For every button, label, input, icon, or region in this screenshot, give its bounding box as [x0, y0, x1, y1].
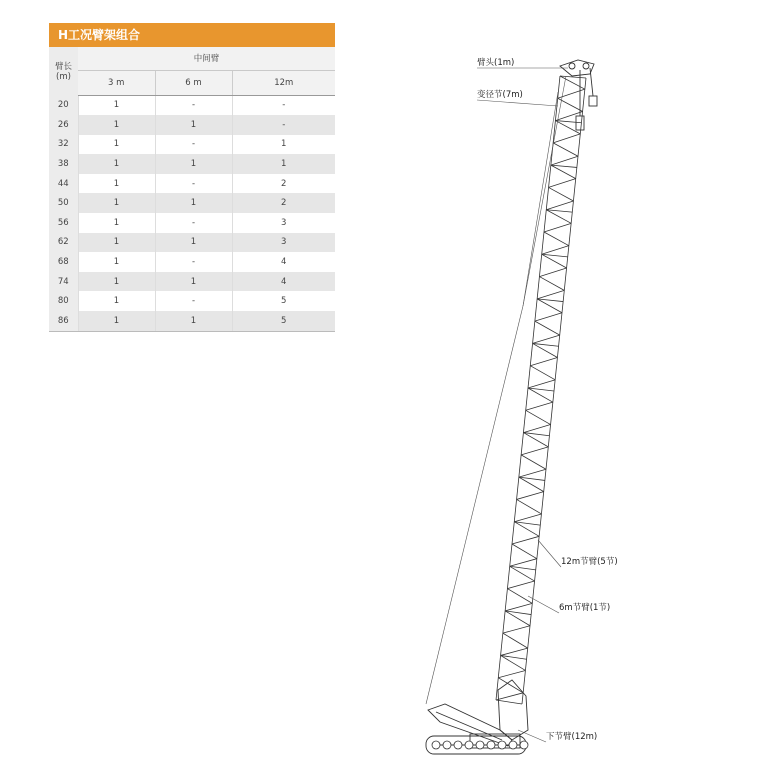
table-row	[49, 311, 335, 331]
table-row	[49, 252, 335, 272]
cell-3m: 1	[78, 95, 155, 115]
cell-12m: 4	[232, 252, 335, 272]
cell-3m: 1	[78, 252, 155, 272]
cell-6m: 1	[155, 154, 232, 174]
header-12m: 12m	[232, 70, 335, 95]
cell-6m: 1	[155, 311, 232, 331]
table-row	[49, 233, 335, 253]
cell-12m: 2	[232, 193, 335, 213]
cell-3m: 1	[78, 311, 155, 331]
cell-12m: -	[232, 95, 335, 115]
crane-drawing	[400, 40, 775, 774]
cell-length: 56	[49, 213, 78, 233]
cell-length: 74	[49, 272, 78, 292]
header-intermediate-boom: 中间臂	[78, 47, 335, 70]
cell-length: 68	[49, 252, 78, 272]
cell-12m: 4	[232, 272, 335, 292]
cell-3m: 1	[78, 193, 155, 213]
table-title: H工况臂架组合	[49, 23, 335, 47]
cell-3m: 1	[78, 154, 155, 174]
header-3m: 3 m	[78, 70, 155, 95]
table-row	[49, 213, 335, 233]
label-transition-section: 变径节(7m)	[477, 90, 523, 100]
table-row	[49, 174, 335, 194]
table-row	[49, 135, 335, 155]
cell-3m: 1	[78, 115, 155, 135]
cell-length: 62	[49, 233, 78, 253]
cell-length: 38	[49, 154, 78, 174]
cell-6m: 1	[155, 115, 232, 135]
table-row	[49, 95, 335, 115]
cell-3m: 1	[78, 174, 155, 194]
header-boom-length: 臂长 (m)	[49, 47, 78, 95]
label-lower-section: 下节臂(12m)	[546, 732, 598, 742]
boom-head	[560, 60, 597, 130]
cell-12m: 3	[232, 233, 335, 253]
label-12m-section: 12m节臂(5节)	[561, 557, 618, 567]
table-row	[49, 193, 335, 213]
cell-12m: 5	[232, 311, 335, 331]
table-row	[49, 291, 335, 311]
cell-12m: 3	[232, 213, 335, 233]
cell-6m: 1	[155, 233, 232, 253]
cell-length: 26	[49, 115, 78, 135]
cell-6m: -	[155, 135, 232, 155]
cell-length: 44	[49, 174, 78, 194]
cell-12m: 1	[232, 154, 335, 174]
cell-12m: 1	[232, 135, 335, 155]
cell-6m: 1	[155, 193, 232, 213]
header-6m: 6 m	[155, 70, 232, 95]
cell-3m: 1	[78, 233, 155, 253]
crawler-crane-diagram	[400, 40, 775, 774]
cell-3m: 1	[78, 272, 155, 292]
cell-6m: -	[155, 213, 232, 233]
cell-3m: 1	[78, 213, 155, 233]
cell-length: 80	[49, 291, 78, 311]
cell-12m: 5	[232, 291, 335, 311]
cell-6m: -	[155, 174, 232, 194]
cell-12m: 2	[232, 174, 335, 194]
cell-length: 32	[49, 135, 78, 155]
track-wheels	[432, 741, 528, 749]
label-6m-section: 6m节臂(1节)	[559, 603, 611, 613]
cell-6m: -	[155, 291, 232, 311]
table-row	[49, 115, 335, 135]
cell-3m: 1	[78, 135, 155, 155]
cell-6m: -	[155, 252, 232, 272]
cell-12m: -	[232, 115, 335, 135]
cell-length: 20	[49, 95, 78, 115]
table-row	[49, 272, 335, 292]
table-row	[49, 154, 335, 174]
label-boom-head: 臂头(1m)	[477, 58, 515, 68]
cell-3m: 1	[78, 291, 155, 311]
cell-length: 86	[49, 311, 78, 331]
cell-6m: -	[155, 95, 232, 115]
boom-combination-table	[49, 47, 335, 332]
cell-length: 50	[49, 193, 78, 213]
boom-combination-table-panel	[49, 23, 335, 332]
cell-6m: 1	[155, 272, 232, 292]
